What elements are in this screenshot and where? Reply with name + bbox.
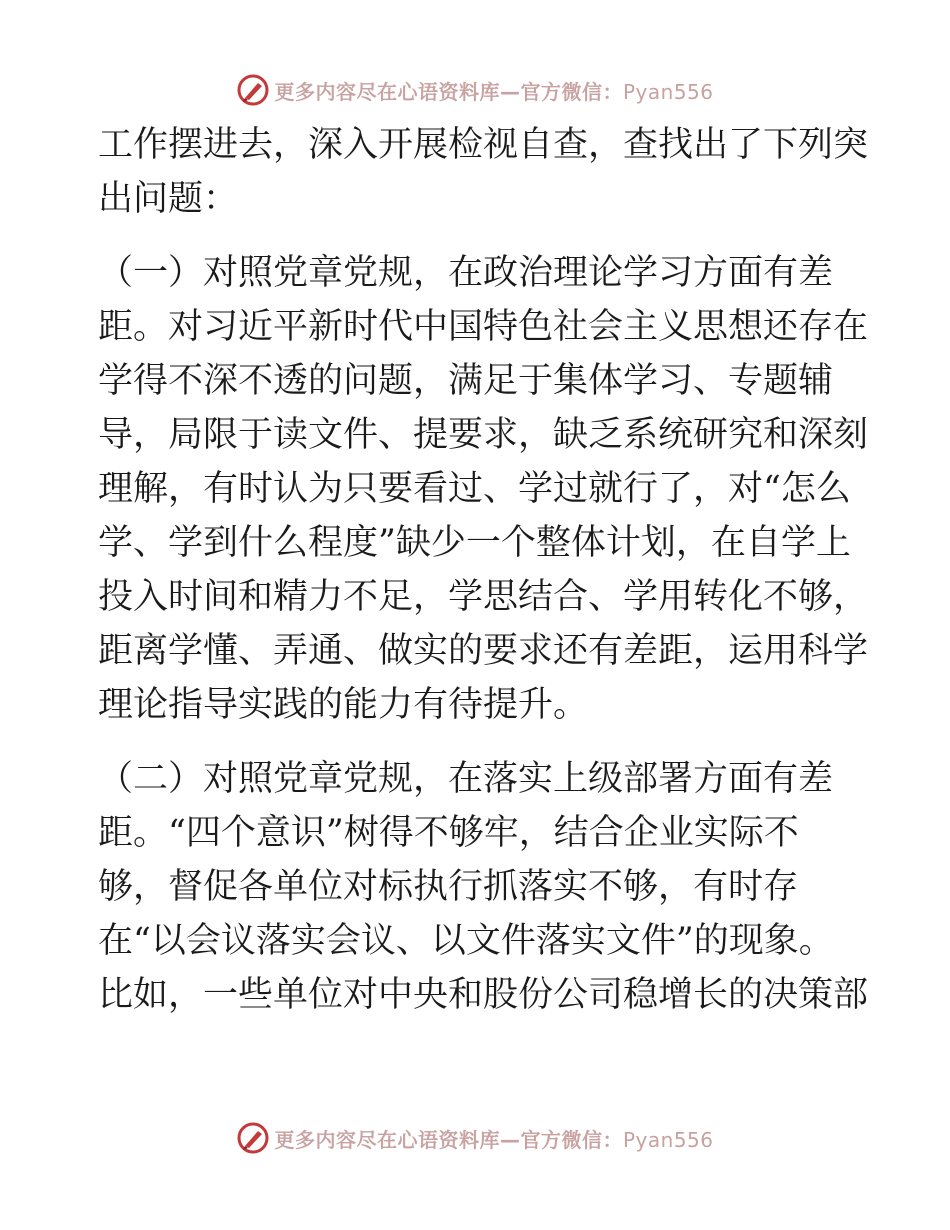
watermark-header — [0, 70, 950, 110]
text-line: 学、学到什么程度”缺少一个整体计划，在自学上 — [98, 523, 851, 563]
watermark-text: 更多内容尽在心语资料库—官方微信：Pyan556 — [274, 1127, 714, 1152]
watermark-text: 更多内容尽在心语资料库—官方微信：Pyan556 — [274, 79, 714, 104]
text-line: 在“以会议落实会议、以文件落实文件”的现象。 — [98, 921, 834, 961]
text-line: 理解，有时认为只要看过、学过就行了，对“怎么 — [98, 469, 851, 509]
text-line: 投入时间和精力不足，学思结合、学用转化不够， — [98, 577, 869, 617]
document-body — [98, 118, 869, 1022]
text-line: 工作摆进去，深入开展检视自查，查找出了下列突 — [98, 125, 869, 165]
watermark-footer — [0, 1118, 950, 1158]
text-line: 距。对习近平新时代中国特色社会主义思想还存在 — [98, 307, 869, 347]
text-line: 距离学懂、弄通、做实的要求还有差距，运用科学 — [98, 631, 869, 671]
text-line: 导，局限于读文件、提要求，缺乏系统研究和深刻 — [98, 415, 869, 455]
text-line: 够，督促各单位对标执行抓落实不够，有时存 — [98, 867, 799, 907]
text-line: 比如，一些单位对中央和股份公司稳增长的决策部 — [98, 975, 869, 1015]
pen-logo-icon — [236, 73, 270, 107]
section-heading-1: （一）对照党章党规，在政治理论学习方面有差 — [98, 253, 834, 293]
text-line: 理论指导实践的能力有待提升。 — [98, 685, 589, 725]
section-heading-2: （二）对照党章党规，在落实上级部署方面有差 — [98, 759, 834, 799]
text-line: 距。“四个意识”树得不够牢，结合企业实际不 — [98, 813, 799, 853]
pen-logo-icon — [236, 1121, 270, 1155]
text-line: 出问题： — [98, 179, 239, 219]
text-line: 学得不深不透的问题，满足于集体学习、专题辅 — [98, 361, 834, 401]
